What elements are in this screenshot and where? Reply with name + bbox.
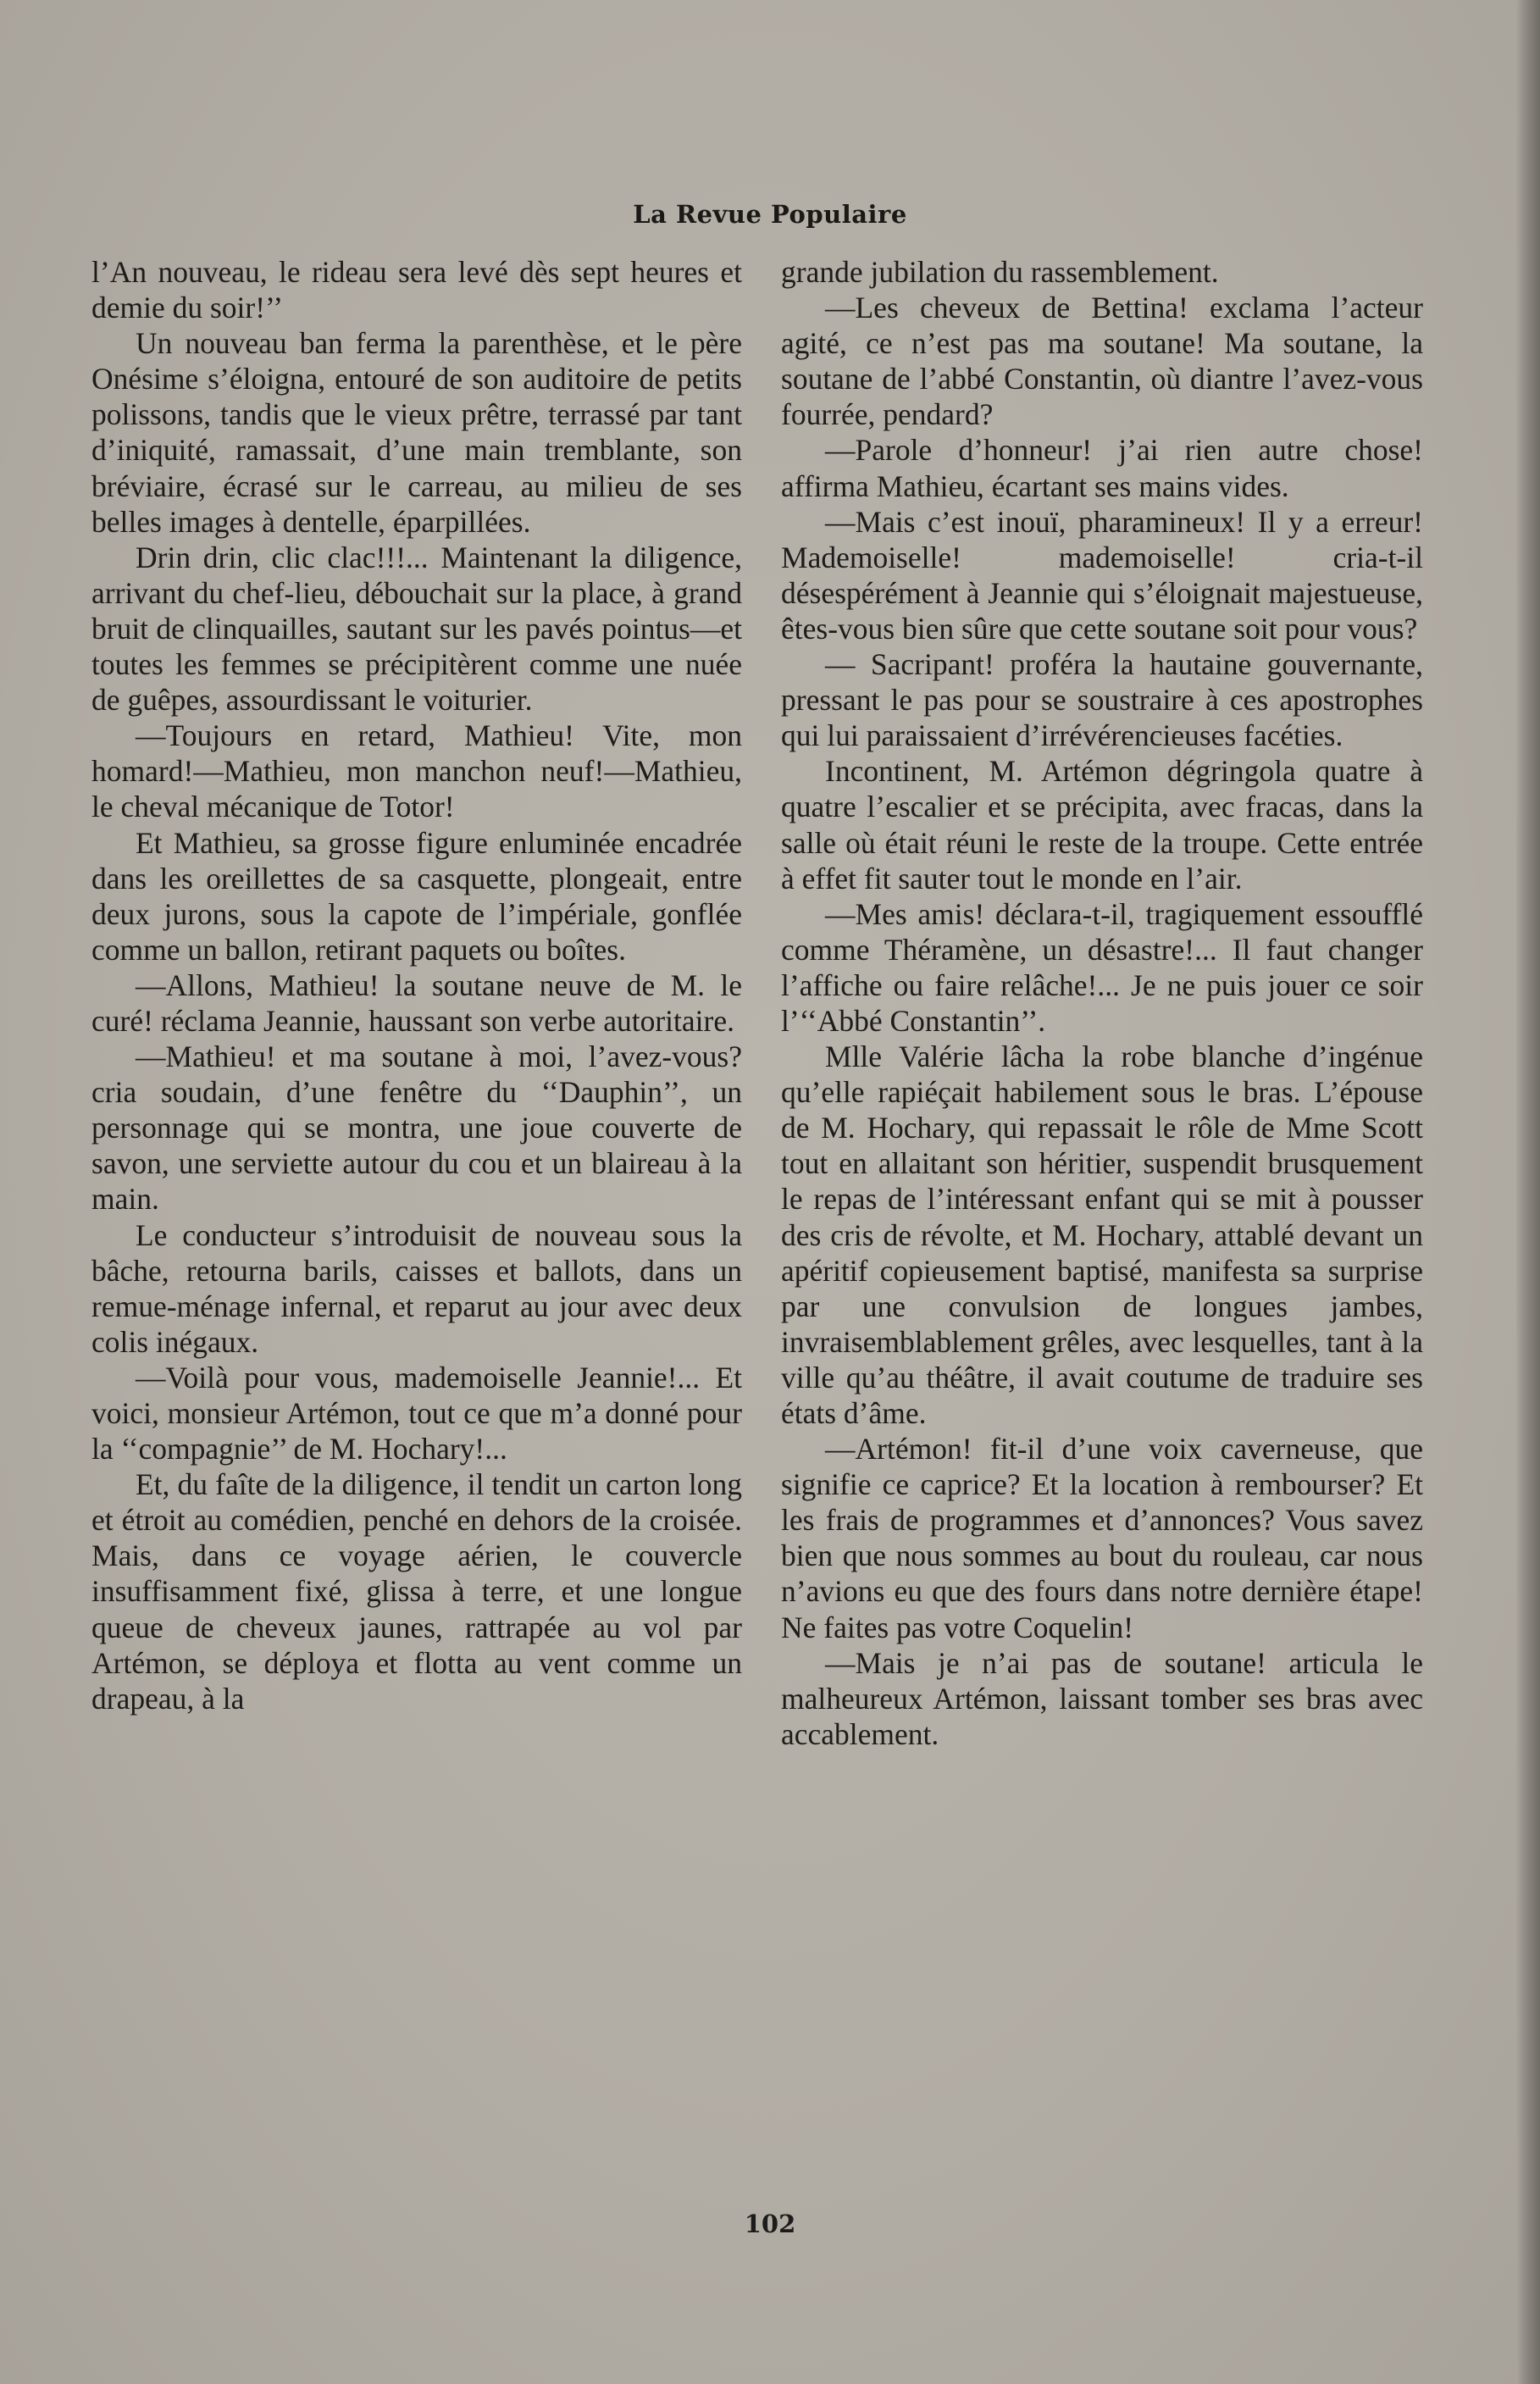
- paragraph: Incontinent, M. Artémon dégringola quatre à quatre l’escalier et se précipita, avec fracas, dans la salle où était réuni le reste de la troupe. Cette entrée à effet fit sauter tout le monde en l’air.: [781, 754, 1423, 895]
- running-header: [0, 200, 1540, 229]
- right-column: [781, 254, 1423, 1752]
- paragraph: —Mais c’est inouï, pharamineux! Il y a erreur! Mademoiselle! mademoiselle! cria-t-il désespérément à Jeannie qui s’éloignait majestueuse, êtes-vous bien sûre que cette soutane soit pour vous?: [781, 504, 1423, 646]
- paragraph: —Allons, Mathieu! la soutane neuve de M. le curé! réclama Jeannie, haussant son verbe autoritaire.: [91, 967, 742, 1038]
- paragraph: Un nouveau ban ferma la parenthèse, et le père Onésime s’éloigna, entouré de son auditoire de petits polissons, tandis que le vieux prêtre, terrassé par tant d’iniquité, ramassait, d’une main tremblante, son bréviaire, écrasé sur le carreau, au milieu de ses belles images à dentelle, éparpillées.: [91, 326, 742, 539]
- paragraph: Et, du faîte de la diligence, il tendit un carton long et étroit au comédien, penché en dehors de la croisée. Mais, dans ce voyage aérien, le couvercle insuffisamment fixé, glissa à terre, et une longue queue de cheveux jaunes, rattrapée au vol par Artémon, se déploya et flotta au vent comme un drapeau, à la: [91, 1467, 742, 1716]
- paragraph: —Voilà pour vous, mademoiselle Jeannie!... Et voici, monsieur Artémon, tout ce que m’a donné pour la ‘‘compagnie’’ de M. Hochary!...: [91, 1360, 742, 1466]
- page-footer: [0, 2209, 1540, 2238]
- paragraph: Mlle Valérie lâcha la robe blanche d’ingénue qu’elle rapiéçait habilement sous le bras. L’épouse de M. Hochary, qui repassait le rôle de Mme Scott tout en allaitant son héritier, suspendit brusquement le repas de l’intéressant enfant qui se mit à pousser des cris de révolte, et M. Hochary, attablé devant un apéritif copieusement baptisé, manifesta sa surprise par une convulsion de longues jambes, invraisemblablement grêles, avec lesquelles, tant à la ville qu’au théâtre, il avait coutume de traduire ses états d’âme.: [781, 1040, 1423, 1430]
- paragraph: Drin drin, clic clac!!!... Maintenant la diligence, arrivant du chef-lieu, débouchait sur la place, à grand bruit de clinquailles, sautant sur les pavés pointus—et toutes les femmes se précipitèrent comme une nuée de guêpes, assourdissant le voiturier.: [91, 540, 742, 718]
- page-edge: [1516, 0, 1540, 2384]
- paragraph: —Toujours en retard, Mathieu! Vite, mon homard!—Mathieu, mon manchon neuf!—Mathieu, le cheval mécanique de Totor!: [91, 718, 742, 824]
- paragraph: Le conducteur s’introduisit de nouveau sous la bâche, retourna barils, caisses et ballots, dans un remue-ménage infernal, et reparut au jour avec deux colis inégaux.: [91, 1217, 742, 1359]
- paragraph: — Sacripant! proféra la hautaine gouvernante, pressant le pas pour se soustraire à ces apostrophes qui lui paraissaient d’irrévérencieuses facéties.: [781, 647, 1423, 753]
- paragraph: —Parole d’honneur! j’ai rien autre chose! affirma Mathieu, écartant ses mains vides.: [781, 433, 1423, 503]
- paragraph: —Les cheveux de Bettina! exclama l’acteur agité, ce n’est pas ma soutane! Ma soutane, la soutane de l’abbé Constantin, où diantre l’avez-vous fourrée, pendard?: [781, 291, 1423, 432]
- left-column: [91, 254, 742, 1716]
- paragraph: —Artémon! fit-il d’une voix caverneuse, que signifie ce caprice? Et la location à rembourser? Et les frais de programmes et d’annonces? Vous savez bien que nous sommes au bout du rouleau, car nous n’avions eu que des fours dans notre dernière étape! Ne faites pas votre Coquelin!: [781, 1432, 1423, 1644]
- page-number: 102: [744, 2209, 796, 2238]
- paragraph: l’An nouveau, le rideau sera levé dès sept heures et demie du soir!’’: [91, 255, 742, 325]
- paragraph: —Mathieu! et ma soutane à moi, l’avez-vous? cria soudain, d’une fenêtre du ‘‘Dauphin’’, un personnage qui se montra, une joue couverte de savon, une serviette autour du cou et un blaireau à la main.: [91, 1040, 742, 1217]
- paragraph: —Mais je n’ai pas de soutane! articula le malheureux Artémon, laissant tomber ses bras avec accablement.: [781, 1645, 1423, 1751]
- paragraph: —Mes amis! déclara-t-il, tragiquement essoufflé comme Théramène, un désastre!... Il faut changer l’affiche ou faire relâche!... Je ne puis jouer ce soir l’‘‘Abbé Constantin’’.: [781, 896, 1423, 1038]
- paragraph: Et Mathieu, sa grosse figure enluminée encadrée dans les oreillettes de sa casquette, plongeait, entre deux jurons, sous la capote de l’impériale, gonflée comme un ballon, retirant paquets ou boîtes.: [91, 825, 742, 967]
- header-title: La Revue Populaire: [633, 200, 907, 229]
- paragraph: grande jubilation du rassemblement.: [781, 255, 1219, 289]
